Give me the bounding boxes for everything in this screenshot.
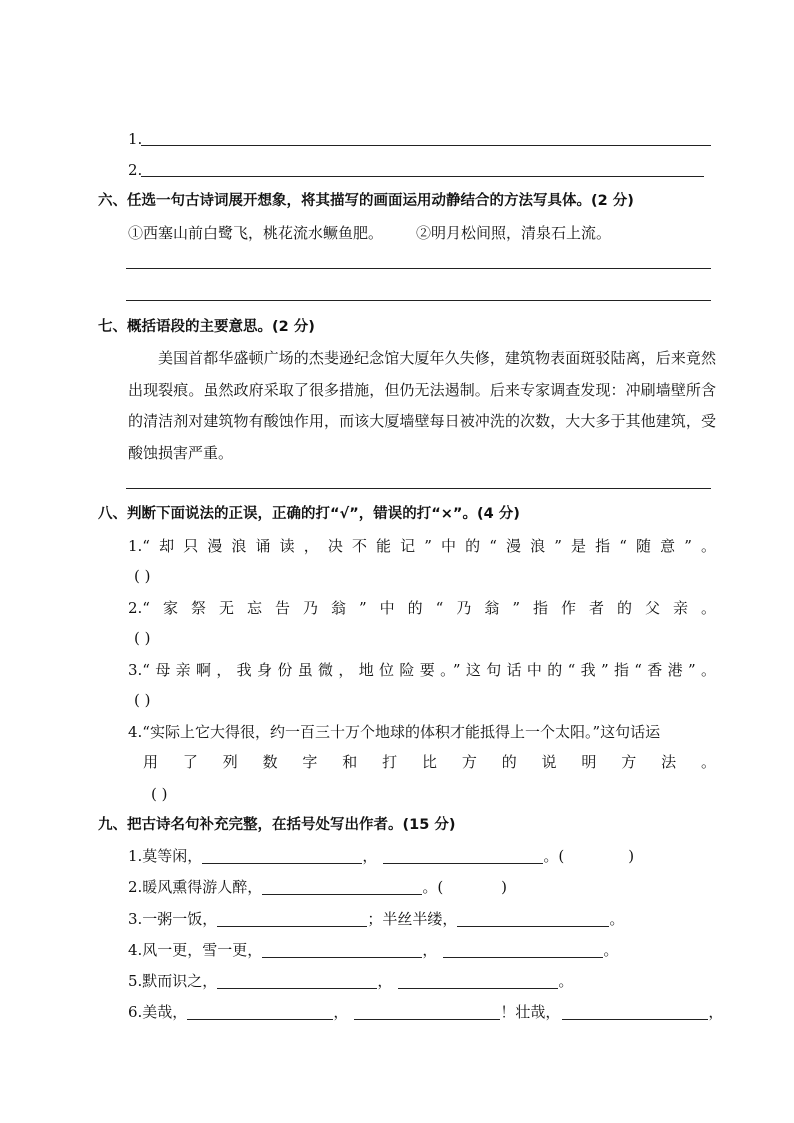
poem-item-4	[128, 940, 618, 960]
poem-item-6	[128, 1002, 723, 1022]
judgment-item-1-text: 1.“却只漫浪诵读，决不能记”中的“漫浪”是指“随意”。	[128, 537, 716, 555]
answer-line-1[interactable]	[141, 145, 711, 146]
poem-blank-4a[interactable]	[262, 941, 422, 958]
poem-item-3-sep: ；半丝半缕，	[367, 910, 458, 928]
poem-item-4-sep: ，	[422, 941, 438, 959]
judgment-item-4-paren[interactable]: ( )	[151, 785, 168, 803]
poem-item-1-end: 。(	[543, 847, 565, 865]
poem-blank-5b[interactable]	[398, 972, 558, 989]
poem-item-5-end: 。	[558, 972, 574, 990]
section7-paragraph: 美国首都华盛顿广场的杰斐逊纪念馆大厦年久失修，建筑物表面斑驳陆离，后来竟然出现裂痕。虽然政府采取了很多措施，但仍无法遏制。后来专家调查发现：冲刷墙壁所含的清洁剂对建筑物有酸蚀作用，而该大厦墙壁每日被冲洗的次数，大大多于其他建筑，受酸蚀损害严重。	[128, 349, 716, 462]
poem-item-2-end: 。(	[422, 878, 444, 896]
poem-blank-6c[interactable]	[562, 1003, 708, 1020]
answer-line-label-1: 1.	[128, 130, 143, 148]
poem-item-5	[128, 971, 573, 991]
section8-heading: 八、判断下面说法的正误，正确的打“√”，错误的打“×”。(4 分)	[98, 506, 520, 522]
poem-blank-1b[interactable]	[383, 847, 543, 864]
poem-item-1	[128, 846, 634, 866]
answer-line-label-2: 2.	[128, 161, 143, 179]
poem-item-1-prefix: 1.莫等闲，	[128, 847, 203, 865]
poem-item-1-sep: ，	[362, 847, 378, 865]
section6-heading: 六、任选一句古诗词展开想象，将其描写的画面运用动静结合的方法写具体。(2 分)	[98, 193, 634, 209]
judgment-item-3-text: 3.“母亲啊，我身份虽微，地位险要。”这句话中的“我”指“香港”。	[128, 661, 716, 679]
poem-blank-6b[interactable]	[354, 1003, 500, 1020]
judgment-item-4-text-line1: 4.“实际上它大得很，约一百三十万个地球的体积才能抵得上一个太阳。”这句话运	[128, 723, 661, 741]
judgment-item-4-text-line2: 用了列数字和打比方的说明方法。	[143, 753, 716, 771]
poem-item-2-close: )	[501, 878, 508, 896]
poem-item-3-end: 。	[609, 910, 625, 928]
judgment-item-1-paren[interactable]: ( )	[134, 567, 151, 585]
answer-line-2[interactable]	[141, 176, 704, 177]
section7-answer-line[interactable]	[126, 488, 711, 489]
section9-heading: 九、把古诗名句补充完整，在括号处写出作者。(15 分)	[98, 817, 456, 833]
poem-blank-3b[interactable]	[457, 910, 609, 927]
poem-item-6-end: ，	[708, 1003, 724, 1021]
poem-blank-5a[interactable]	[217, 972, 377, 989]
poem-blank-3a[interactable]	[217, 910, 367, 927]
poem-item-5-sep: ，	[377, 972, 393, 990]
judgment-item-3-paren[interactable]: ( )	[134, 691, 151, 709]
section6-option-1: ①西塞山前白鹭飞，桃花流水鳜鱼肥。	[128, 224, 384, 242]
poem-item-1-close: )	[628, 847, 635, 865]
section6-answer-line-1[interactable]	[126, 268, 711, 269]
poem-blank-4b[interactable]	[443, 941, 603, 958]
poem-item-6-prefix: 6.美哉，	[128, 1003, 188, 1021]
poem-blank-1a[interactable]	[202, 847, 362, 864]
section7-heading: 七、概括语段的主要意思。(2 分)	[98, 319, 315, 335]
poem-item-4-end: 。	[603, 941, 619, 959]
poem-item-3	[128, 909, 624, 929]
judgment-item-2-text: 2.“家祭无忘告乃翁”中的“乃翁”指作者的父亲。	[128, 599, 716, 617]
poem-item-4-prefix: 4.风一更，雪一更，	[128, 941, 263, 959]
poem-item-2-prefix: 2.暖风熏得游人醉，	[128, 878, 263, 896]
poem-item-3-prefix: 3.一粥一饭，	[128, 910, 218, 928]
judgment-item-2-paren[interactable]: ( )	[134, 629, 151, 647]
poem-blank-2a[interactable]	[262, 878, 422, 895]
section6-answer-line-2[interactable]	[126, 300, 711, 301]
poem-item-6-sep1: ，	[333, 1003, 349, 1021]
poem-item-6-sep2: ！壮哉，	[500, 1003, 561, 1021]
poem-blank-6a[interactable]	[187, 1003, 333, 1020]
section6-option-2: ②明月松间照，清泉石上流。	[416, 224, 612, 242]
poem-item-5-prefix: 5.默而识之，	[128, 972, 218, 990]
poem-item-2	[128, 877, 507, 897]
